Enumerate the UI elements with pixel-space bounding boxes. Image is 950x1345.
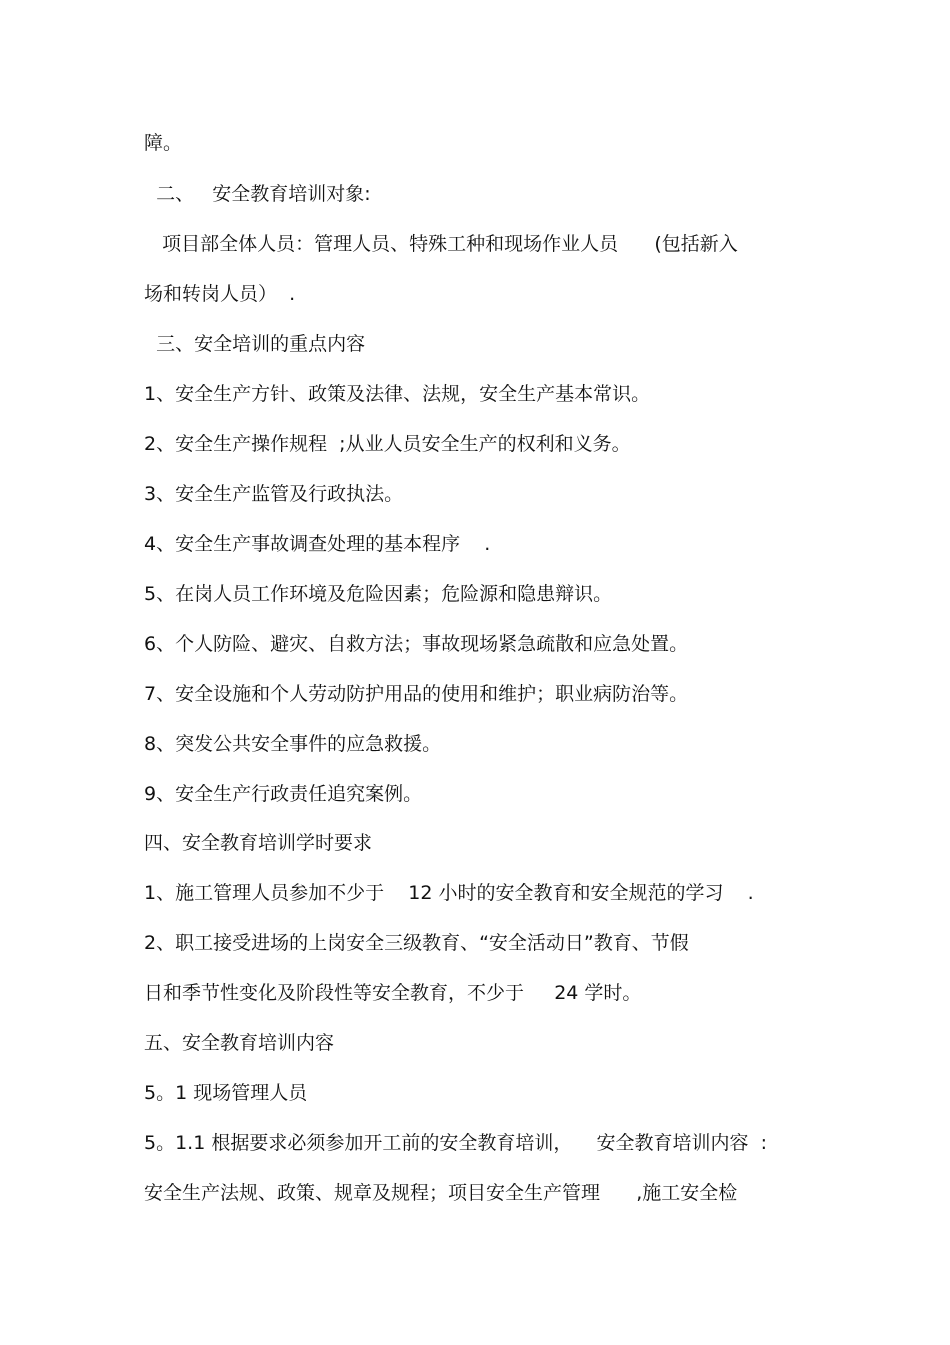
list-item: 2、职工接受进场的上岗安全三级教育、“安全活动日”教育、节假 [144,932,689,954]
section-heading: 四、安全教育培训学时要求 [144,832,373,854]
text-line: 5。1.1 根据要求必须参加开工前的安全教育培训， 安全教育培训内容 : [144,1132,767,1154]
list-item: 1、安全生产方针、政策及法律、法规，安全生产基本常识。 [144,383,651,405]
text-line: 日和季节性变化及阶段性等安全教育，不少于 24 学时。 [144,982,642,1004]
text-line: 安全生产法规、政策、规章及规程；项目安全生产管理 ,施工安全检 [144,1182,738,1204]
subsection-heading: 5。1 现场管理人员 [144,1082,308,1104]
text-line: 场和转岗人员） . [144,283,296,305]
list-item: 1、施工管理人员参加不少于 12 小时的安全教育和安全规范的学习 . [144,882,754,904]
section-heading: 五、安全教育培训内容 [144,1032,335,1054]
section-heading: 三、安全培训的重点内容 [144,333,366,355]
section-heading: 二、 安全教育培训对象: [144,183,371,205]
list-item: 4、安全生产事故调查处理的基本程序 . [144,533,491,555]
list-item: 8、突发公共安全事件的应急救援。 [144,733,442,755]
text-line: 障。 [144,132,183,154]
list-item: 2、安全生产操作规程 ;从业人员安全生产的权利和义务。 [144,433,631,455]
list-item: 9、安全生产行政责任追究案例。 [144,783,423,805]
list-item: 6、个人防险、避灾、自救方法；事故现场紧急疏散和应急处置。 [144,633,689,655]
list-item: 7、安全设施和个人劳动防护用品的使用和维护；职业病防治等。 [144,683,689,705]
list-item: 3、安全生产监管及行政执法。 [144,483,404,505]
text-line: 项目部全体人员：管理人员、特殊工种和现场作业人员 (包括新入 [144,233,738,255]
list-item: 5、在岗人员工作环境及危险因素；危险源和隐患辩识。 [144,583,613,605]
